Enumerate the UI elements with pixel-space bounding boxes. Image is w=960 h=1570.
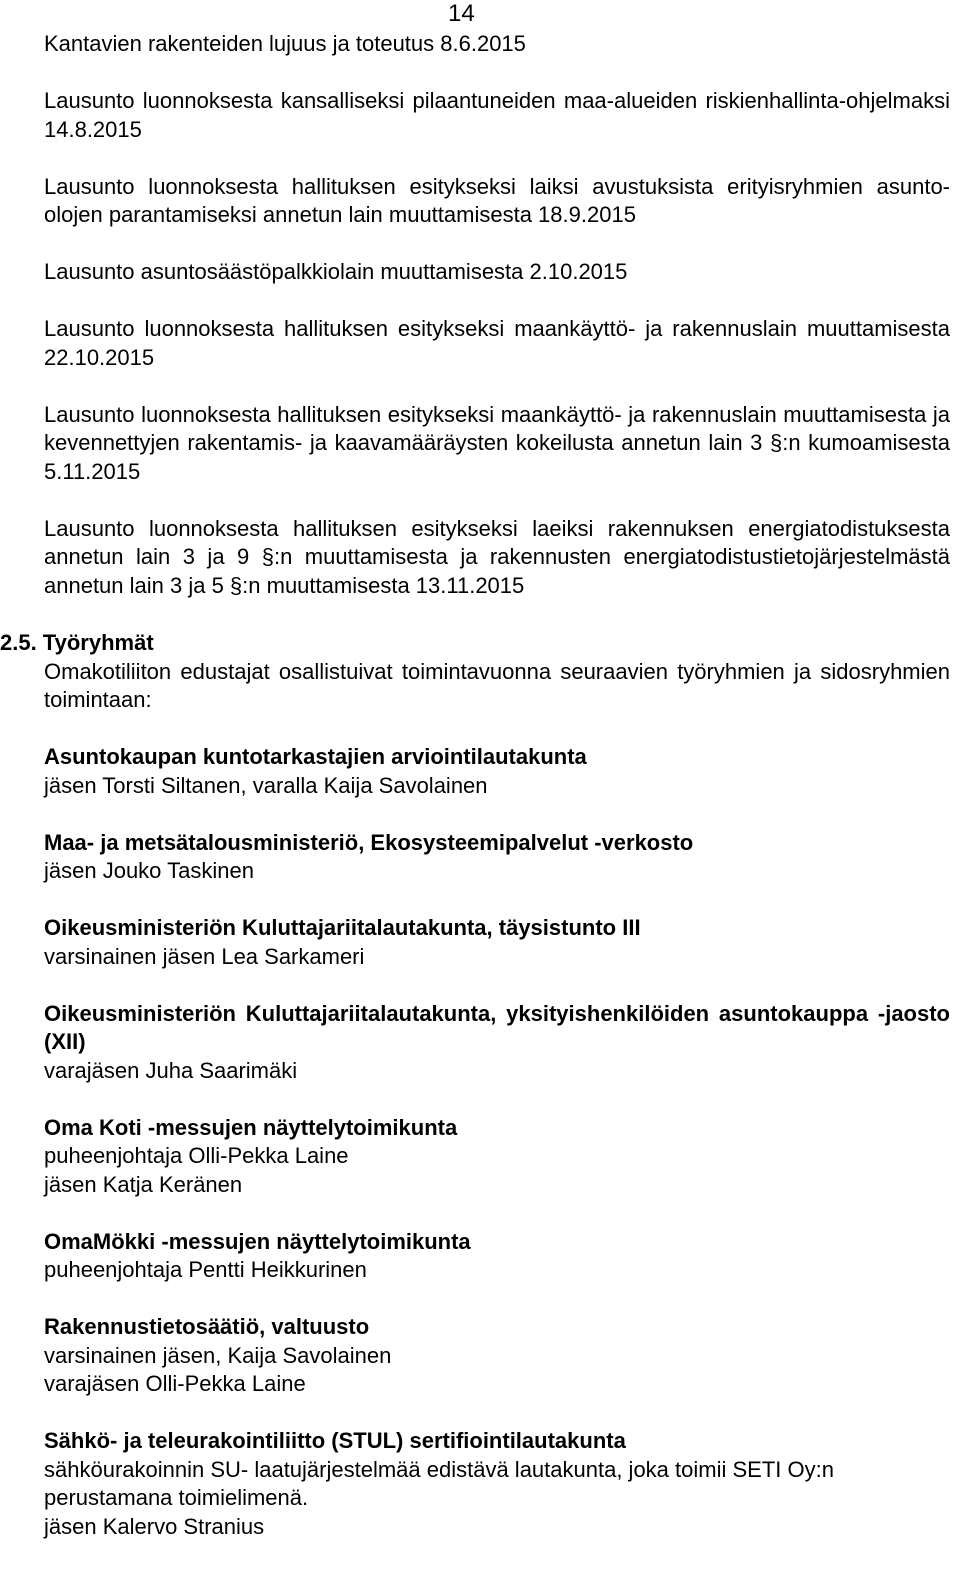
statement-item: Lausunto luonnoksesta hallituksen esitykseksi laeiksi rakennuksen energiatodistuksesta annetun lain 3 ja 9 §:n muuttamisesta ja rakennusten energiatodistustietojärjestelmästä annetun lain 3 ja 5 §:n muuttamisesta 13.11.2015	[44, 515, 950, 598]
group-member: varajäsen Juha Saarimäki	[44, 1057, 298, 1083]
group-title: Asuntokaupan kuntotarkastajien arviointilautakunta	[44, 744, 587, 769]
statement-item: Kantavien rakenteiden lujuus ja toteutus 8.6.2015	[44, 31, 526, 56]
group-member: varsinainen jäsen Lea Sarkameri	[44, 943, 365, 969]
working-group	[44, 1427, 950, 1541]
group-member: jäsen Torsti Siltanen, varalla Kaija Savolainen	[44, 772, 488, 798]
group-title: Sähkö- ja teleurakointiliitto (STUL) sertifiointilautakunta	[44, 1428, 626, 1453]
group-title: Oma Koti -messujen näyttelytoimikunta	[44, 1114, 458, 1140]
group-member: jäsen Katja Keränen	[44, 1171, 243, 1197]
group-title: Maa- ja metsätalousministeriö, Ekosysteemipalvelut -verkosto	[44, 829, 694, 855]
group-title: Oikeusministeriön Kuluttajariitalautakunta, täysistunto III	[44, 915, 641, 940]
statement-item: Lausunto asuntosäästöpalkkiolain muuttamisesta 2.10.2015	[44, 259, 628, 284]
working-group	[44, 1000, 950, 1086]
document-body	[0, 30, 950, 1570]
working-group	[44, 1228, 950, 1285]
group-member: puheenjohtaja Pentti Heikkurinen	[44, 1257, 367, 1282]
group-title: Rakennustietosäätiö, valtuusto	[44, 1314, 370, 1339]
working-group	[44, 1114, 950, 1200]
statement-item: Lausunto luonnoksesta hallituksen esitykseksi maankäyttö- ja rakennuslain muuttamisesta 22.10.2015	[44, 316, 950, 370]
statement-item: Lausunto luonnoksesta kansalliseksi pilaantuneiden maa-alueiden riskienhallinta-ohjelmaksi 14.8.2015	[44, 88, 950, 142]
group-member: jäsen Jouko Taskinen	[44, 858, 254, 883]
group-title: Oikeusministeriön Kuluttajariitalautakunta, yksityishenkilöiden asuntokauppa -jaosto (XII)	[44, 1000, 950, 1054]
page-number: 14	[448, 0, 475, 27]
statement-item: Lausunto luonnoksesta hallituksen esitykseksi maankäyttö- ja rakennuslain muuttamisesta ja kevennettyjen rakentamis- ja kaavamääräysten kokeilusta annetun lain 3 §:n kumoamisesta 5.11.2015	[44, 401, 950, 484]
group-member: varsinainen jäsen, Kaija Savolainen	[44, 1342, 392, 1368]
group-member: varajäsen Olli-Pekka Laine	[44, 1371, 306, 1396]
group-member: puheenjohtaja Olli-Pekka Laine	[44, 1143, 349, 1168]
working-group	[44, 829, 950, 886]
working-group	[44, 914, 950, 971]
group-title: OmaMökki -messujen näyttelytoimikunta	[44, 1228, 471, 1254]
section-heading: 2.5. Työryhmät	[0, 630, 154, 655]
statement-item: Lausunto luonnoksesta hallituksen esitykseksi laiksi avustuksista erityisryhmien asunto-olojen parantamiseksi annetun lain muuttamisesta 18.9.2015	[44, 173, 950, 227]
group-member: sähköurakoinnin SU- laatujärjestelmää edistävä lautakunta, joka toimii SETI Oy:n perustamana toimielimenä.	[44, 1456, 834, 1510]
working-group	[44, 743, 950, 800]
group-member: jäsen Kalervo Stranius	[44, 1513, 265, 1539]
working-group	[44, 1313, 950, 1399]
section-intro: Omakotiliiton edustajat osallistuivat toimintavuonna seuraavien työryhmien ja sidosryhmien toimintaan:	[44, 658, 950, 712]
